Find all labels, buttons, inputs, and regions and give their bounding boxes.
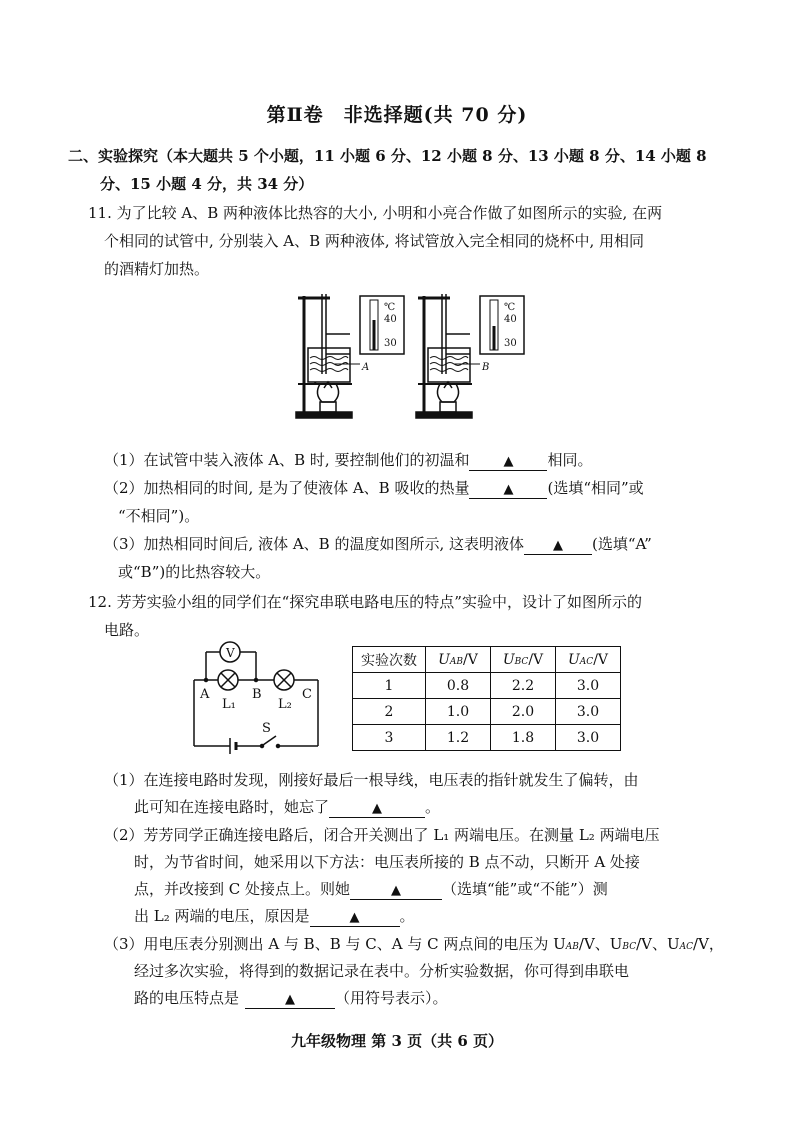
left-thermo-unit: ℃	[384, 302, 396, 313]
table-header-row	[353, 647, 621, 673]
q12-part3-cont1: 经过多次实验，将得到的数据记录在表中。分析实验数据，你可得到串联电	[134, 962, 630, 980]
table-cell: 0.8	[426, 673, 491, 699]
q11-part3: （3）加热相同时间后, 液体 A、B 的温度如图所示, 这表明液体 ▲ (选填“A”	[104, 535, 652, 553]
switch-s-label: S	[262, 721, 271, 736]
table-header-cell: UAC/V	[556, 647, 621, 673]
left-thermo-30: 30	[384, 338, 397, 349]
q12-line2: 电路。	[104, 621, 150, 639]
lamp-l2-label: L₂	[278, 697, 292, 712]
point-c-label: C	[302, 687, 312, 702]
voltmeter-label: V	[226, 646, 235, 660]
q12-line1: 12. 芳芳实验小组的同学们在“探究串联电路电压的特点”实验中，设计了如图所示的	[88, 593, 642, 611]
answer-blank[interactable]: ▲	[329, 801, 425, 818]
table-cell: 3.0	[556, 673, 621, 699]
q12-part1: （1）在连接电路时发现，刚接好最后一根导线，电压表的指针就发生了偏转，由	[104, 771, 639, 789]
circuit-diagram	[190, 636, 330, 754]
label-liquid-b: B	[482, 362, 490, 373]
q11-line1: 11. 为了比较 A、B 两种液体比热容的大小, 小明和小亮合作做了如图所示的实验, 在两	[88, 204, 663, 222]
q11-part3-cont: 或“B”)的比热容较大。	[118, 563, 271, 581]
q12-part2-cont1: 时，为节省时间，她采用以下方法：电压表所接的 B 点不动，只断开 A 处接	[134, 853, 640, 871]
table-header-cell: 实验次数	[353, 647, 426, 673]
q12-part2: （2）芳芳同学正确连接电路后，闭合开关测出了 L₁ 两端电压。在测量 L₂ 两端电压	[104, 826, 660, 844]
q11-part2: （2）加热相同的时间, 是为了使液体 A、B 吸收的热量 ▲ (选填“相同”或	[104, 479, 644, 497]
q12-part3: （3）用电压表分别测出 A 与 B、B 与 C、A 与 C 两点间的电压为 UAB/V、UBC/V、UAC/V，	[104, 935, 724, 953]
table-cell: 1.2	[426, 725, 491, 751]
left-thermo-40: 40	[384, 314, 397, 325]
section-heading-line2: 分、15 小题 4 分，共 34 分）	[100, 175, 314, 193]
right-thermo-unit: ℃	[504, 302, 516, 313]
label-liquid-a: A	[362, 362, 370, 373]
lamp-l1-label: L₁	[222, 697, 236, 712]
section-heading-line1: 二、实验探究（本大题共 5 个小题，11 小题 6 分、12 小题 8 分、13 小题 8 分、14 小题 8	[68, 147, 707, 165]
page-footer: 九年级物理 第 3 页（共 6 页）	[291, 1032, 503, 1050]
table-header-cell: UBC/V	[491, 647, 556, 673]
table-cell: 2	[353, 699, 426, 725]
answer-blank[interactable]: ▲	[524, 538, 592, 555]
q11-line2: 个相同的试管中, 分别装入 A、B 两种液体, 将试管放入完全相同的烧杯中, 用相同	[104, 232, 645, 250]
q12-part3-cont2: 路的电压特点是 ▲ （用符号表示）。	[134, 989, 448, 1007]
q12-part1-cont: 此可知在连接电路时，她忘了 ▲ 。	[134, 798, 441, 816]
right-thermo-40: 40	[504, 314, 517, 325]
answer-blank[interactable]: ▲	[310, 910, 400, 927]
table-cell: 2.2	[491, 673, 556, 699]
answer-blank[interactable]: ▲	[245, 992, 335, 1009]
table-cell: 3.0	[556, 699, 621, 725]
table-cell: 1.0	[426, 699, 491, 725]
table-cell: 2.0	[491, 699, 556, 725]
q11-part2-cont: “不相同”)。	[118, 507, 200, 525]
table-cell: 3.0	[556, 725, 621, 751]
answer-blank[interactable]: ▲	[350, 883, 442, 900]
table-cell: 3	[353, 725, 426, 751]
part-title: 第Ⅱ卷 非选择题(共 70 分)	[266, 104, 528, 126]
answer-blank[interactable]: ▲	[469, 454, 547, 471]
table-header-cell: UAB/V	[426, 647, 491, 673]
q11-line3: 的酒精灯加热。	[104, 260, 210, 278]
table-cell: 1.8	[491, 725, 556, 751]
right-thermo-30: 30	[504, 338, 517, 349]
table-row	[353, 725, 621, 751]
table-row	[353, 673, 621, 699]
point-b-label: B	[252, 687, 262, 702]
table-cell: 1	[353, 673, 426, 699]
q11-part1: （1）在试管中装入液体 A、B 时, 要控制他们的初温和 ▲ 相同。	[104, 451, 593, 469]
heating-apparatus-figure	[290, 284, 530, 424]
q12-part2-cont3: 出 L₂ 两端的电压，原因是 ▲ 。	[134, 907, 415, 925]
data-table	[352, 646, 621, 751]
answer-blank[interactable]: ▲	[469, 482, 547, 499]
point-a-label: A	[200, 687, 210, 702]
table-row	[353, 699, 621, 725]
q12-part2-cont2: 点，并改接到 C 处接点上。则她 ▲ （选填“能”或“不能”）测	[134, 880, 608, 898]
